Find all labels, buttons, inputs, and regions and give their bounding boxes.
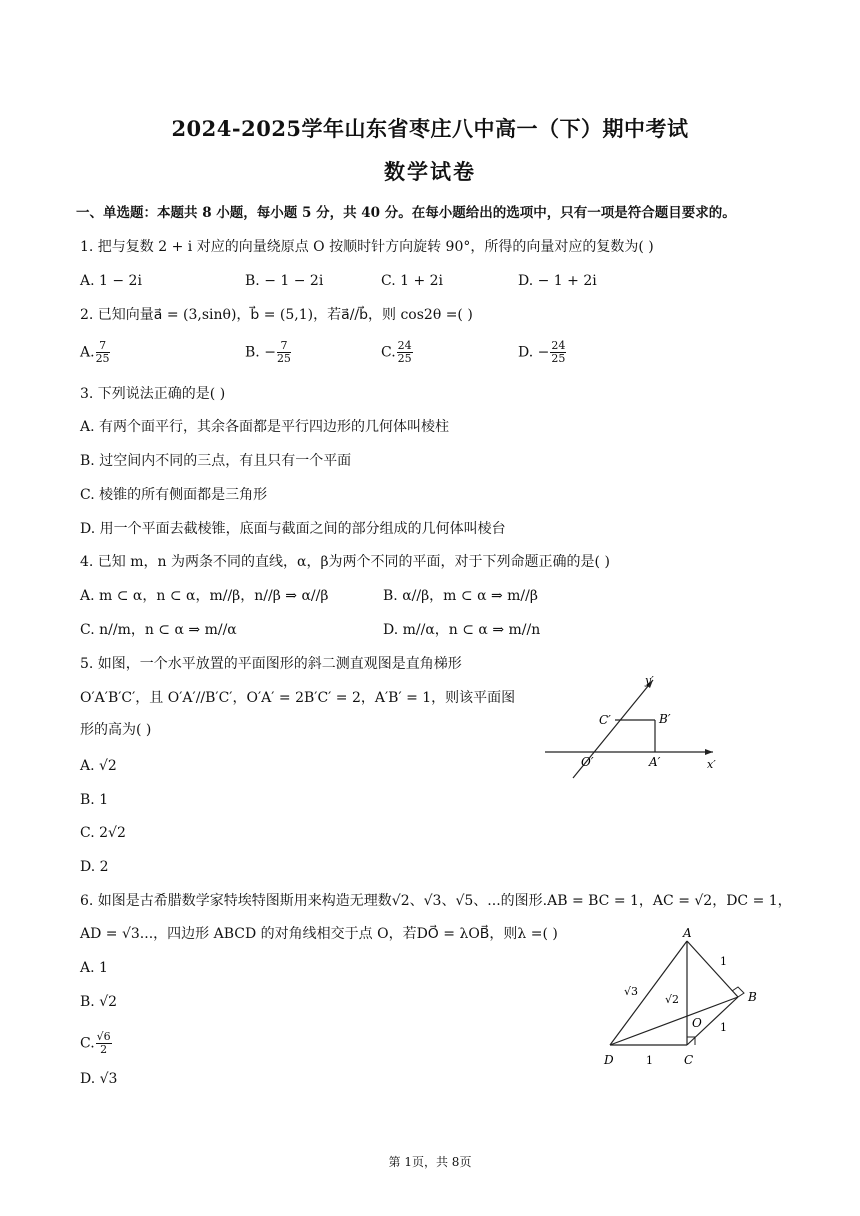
label-c: C′ xyxy=(599,713,611,727)
question-3-option-b: B. 过空间内不同的三点，有且只有一个平面 xyxy=(80,453,352,469)
question-2-option-d xyxy=(518,340,566,365)
question-5-option-d: D. 2 xyxy=(80,859,109,875)
question-5-option-b: B. 1 xyxy=(80,792,109,808)
fraction-denominator: 2 xyxy=(100,1043,108,1056)
fraction-numerator: 7 xyxy=(96,340,110,353)
fraction xyxy=(550,340,566,365)
exam-title: 2024-2025学年山东省枣庄八中高一（下）期中考试 xyxy=(171,116,689,141)
label-c: C xyxy=(684,1053,694,1067)
question-6-stem-line-1: 6. 如图是古希腊数学家特埃特图斯用来构造无理数√2、√3、√5、...的图形.AB = BC = 1，AC = √2，DC = 1， xyxy=(80,893,792,909)
label-bc-length: 1 xyxy=(720,1021,727,1034)
question-5-stem-line-2: O′A′B′C′，且 O′A′//B′C′，O′A′ = 2B′C′ = 2，A′B′ = 1，则该平面图 xyxy=(80,690,516,706)
question-2-option-a xyxy=(80,340,110,365)
label-x: x′ xyxy=(707,758,716,771)
question-5-stem-line-3: 形的高为( ) xyxy=(80,722,152,738)
question-4-option-b: B. α//β，m ⊂ α ⇒ m//β xyxy=(383,588,538,604)
x-axis-arrow xyxy=(705,749,713,755)
question-4-stem: 4. 已知 m，n 为两条不同的直线，α，β为两个不同的平面，对于下列命题正确的是( ) xyxy=(80,554,610,570)
question-6-option-d: D. √3 xyxy=(80,1071,118,1087)
label-b: B xyxy=(748,990,757,1004)
question-4-option-a: A. m ⊂ α，n ⊂ α，m//β，n//β ⇒ α//β xyxy=(80,588,329,604)
fraction-denominator: 25 xyxy=(551,352,566,365)
question-6-option-a: A. 1 xyxy=(80,960,108,976)
question-2-option-c xyxy=(381,340,413,365)
fraction xyxy=(277,340,291,365)
fraction xyxy=(397,340,413,365)
segment-ab xyxy=(687,941,738,997)
fraction-numerator: 7 xyxy=(277,340,291,353)
question-3-option-c: C. 棱锥的所有侧面都是三角形 xyxy=(80,487,268,503)
question-1-option-a: A. 1 − 2i xyxy=(80,273,142,289)
label-o: O′ xyxy=(581,755,594,769)
label-ac-length: √2 xyxy=(665,993,680,1006)
fraction-numerator: 24 xyxy=(551,339,566,352)
option-sign: − xyxy=(537,344,550,361)
question-1-option-c: C. 1 + 2i xyxy=(381,273,444,289)
fraction-numerator: 24 xyxy=(397,339,412,352)
label-ad-length: √3 xyxy=(624,985,639,998)
option-label: B. xyxy=(245,344,260,361)
label-a: A′ xyxy=(649,755,661,769)
fraction xyxy=(96,340,110,365)
exam-subtitle: 数学试卷 xyxy=(384,159,476,184)
option-label: C. xyxy=(80,1035,95,1052)
label-d: D xyxy=(604,1053,614,1067)
fraction-denominator: 25 xyxy=(95,352,110,365)
question-6-option-c xyxy=(80,1031,112,1056)
label-b: B′ xyxy=(659,712,671,726)
question-3-option-d: D. 用一个平面去截棱锥，底面与截面之间的部分组成的几何体叫棱台 xyxy=(80,521,506,537)
question-3-stem: 3. 下列说法正确的是( ) xyxy=(80,386,226,402)
fraction xyxy=(96,1031,112,1056)
question-5-stem-line-1: 5. 如图，一个水平放置的平面图形的斜二测直观图是直角梯形 xyxy=(80,656,462,672)
question-6-option-b: B. √2 xyxy=(80,994,118,1010)
question-4-option-d: D. m//α，n ⊂ α ⇒ m//n xyxy=(383,622,541,638)
label-y: y′ xyxy=(645,674,654,687)
label-ab-length: 1 xyxy=(720,955,727,968)
fraction-numerator: √6 xyxy=(96,1030,111,1043)
label-o: O xyxy=(692,1016,702,1030)
question-2-option-b xyxy=(245,340,291,365)
option-label: D. xyxy=(518,344,534,361)
question-5-option-c: C. 2√2 xyxy=(80,825,126,841)
fraction-denominator: 25 xyxy=(397,352,412,365)
question-1-option-b: B. − 1 − 2i xyxy=(245,273,324,289)
question-1-stem: 1. 把与复数 2 + i 对应的向量绕原点 O 按顺时针方向旋转 90°，所得的向量对应的复数为( ) xyxy=(80,239,654,255)
label-dc-length: 1 xyxy=(646,1054,653,1067)
question-1-option-d: D. − 1 + 2i xyxy=(518,273,597,289)
option-label: C. xyxy=(381,344,396,361)
option-sign: − xyxy=(264,344,276,361)
section-heading: 一、单选题：本题共 8 小题，每小题 5 分，共 40 分。在每小题给出的选项中，只有一项是符合题目要求的。 xyxy=(76,205,736,221)
question-5-figure xyxy=(535,670,735,780)
question-6-stem-line-2: AD = √3...，四边形 ABCD 的对角线相交于点 O，若DO⃗ = λOB⃗，则λ =( ) xyxy=(80,926,558,942)
question-5-option-a: A. √2 xyxy=(80,758,117,774)
label-a: A xyxy=(683,926,692,940)
question-6-figure xyxy=(590,925,780,1075)
question-2-stem: 2. 已知向量a⃗ = (3,sinθ)，b⃗ = (5,1)，若a⃗//b⃗，则 cos2θ =( ) xyxy=(80,307,473,323)
page-footer: 第 1页，共 8页 xyxy=(388,1155,472,1169)
question-4-option-c: C. n//m，n ⊂ α ⇒ m//α xyxy=(80,622,237,638)
question-3-option-a: A. 有两个面平行，其余各面都是平行四边形的几何体叫棱柱 xyxy=(80,419,450,435)
fraction-denominator: 25 xyxy=(276,352,291,365)
option-label: A. xyxy=(80,344,95,361)
